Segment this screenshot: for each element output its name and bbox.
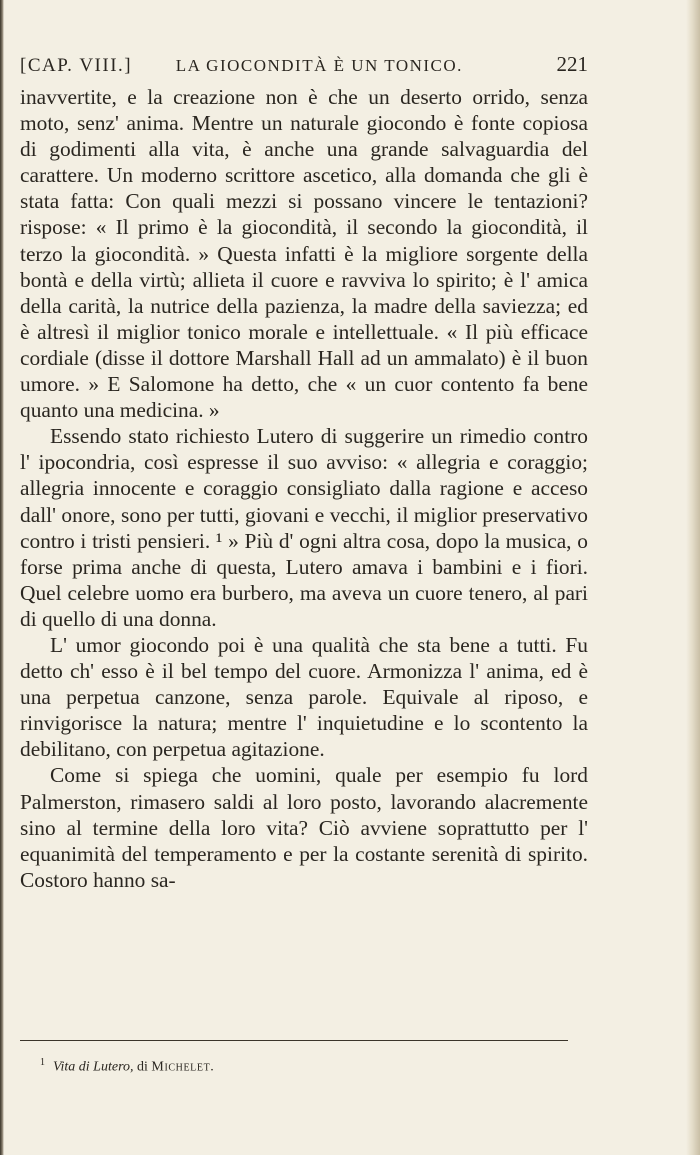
page-binding-shadow [0,0,4,1155]
paragraph-4: Come si spiega che uomini, quale per esempio fu lord Palmerston, rimasero saldi al loro posto, lavorando alacremente sino al termine della loro vita? Ciò avviene soprattutto per l' equanimità del temperamento e per la costante serenità di spirito. Costoro hanno sa- [20,763,588,892]
page-edge [686,0,700,1155]
chapter-label: [CAP. VIII.] [20,55,133,76]
footnote-author: Michelet. [151,1059,215,1075]
page-number: 221 [556,52,588,76]
book-page [20,52,588,893]
footnote-title: Vita di Lutero, [53,1059,134,1075]
running-head [20,52,588,84]
footnote-mark: 1 [40,1057,45,1068]
footnote-by: di [137,1059,148,1075]
footnote [40,1057,214,1076]
footnote-rule [20,1040,568,1041]
paragraph-1: inavvertite, e la creazione non è che un deserto orrido, senza moto, senz' anima. Mentre un naturale giocondo è fonte copiosa di godimenti alla vita, è anche una grande salvaguardia del carattere. Un moderno scrittore ascetico, alla domanda che gli è stata fatta: Con quali mezzi si possano vincere le tentazioni? rispose: « Il primo è la giocondità, il secondo la giocondità, il terzo la giocondità. » Questa infatti è la migliore sorgente della bontà e della virtù; allieta il cuore e ravviva lo spirito; è l' amica della carità, la nutrice della pazienza, la madre della saviezza; ed è altresì il miglior tonico morale e intellettuale. « Il più efficace cordiale (disse il dottore Marshall Hall ad un ammalato) è il buon umore. » E Salomone ha detto, che « un cuor contento fa bene quanto una medicina. » [20,85,588,423]
paragraph-2: Essendo stato richiesto Lutero di suggerire un rimedio contro l' ipocondria, così espresse il suo avviso: « allegria e coraggio; allegria innocente e coraggio consigliato dalla ragione e acceso dall' onore, sono per tutti, giovani e vecchi, il miglior preservativo contro i tristi pensieri. ¹ » Più d' ogni altra cosa, dopo la musica, o forse prima anche di questa, Lutero amava i bambini e i fiori. Quel celebre uomo era burbero, ma aveva un cuore tenero, al pari di quello di una donna. [20,424,588,631]
body-text [20,84,588,893]
running-title: LA GIOCONDITÀ È UN TONICO. [175,56,463,75]
paragraph-3: L' umor giocondo poi è una qualità che sta bene a tutti. Fu detto ch' esso è il bel tempo del cuore. Armonizza l' anima, ed è una perpetua canzone, senza parole. Equivale al riposo, e rinvigorisce la natura; mentre l' inquietudine e lo scontento la debilitano, con perpetua agitazione. [20,632,588,762]
